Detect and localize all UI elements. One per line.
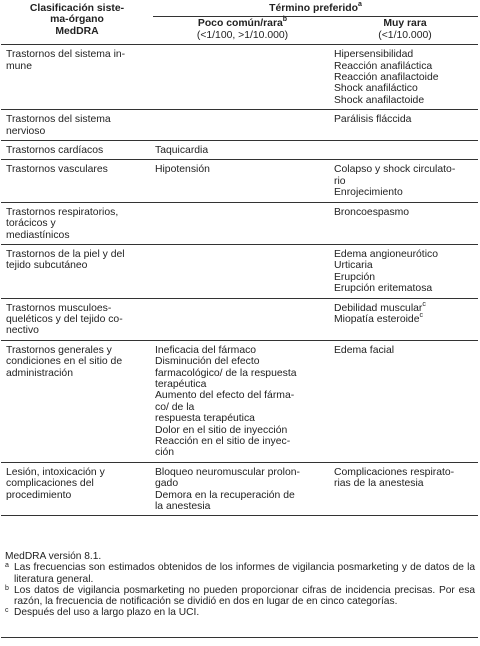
footnote-ref-c: c — [419, 311, 423, 319]
footnote-ref-a: a — [358, 1, 362, 8]
uncommon-cell — [153, 45, 332, 110]
table-row — [1, 340, 478, 462]
cell-line: Enrojecimiento — [334, 187, 403, 199]
very-rare-cell — [332, 462, 478, 516]
cell-line: complicaciones del — [6, 478, 94, 490]
header-uncommon — [153, 17, 332, 45]
header-soc — [1, 2, 153, 45]
cell-line: Trastornos vasculares — [6, 164, 108, 176]
header-soc-line: MedDRA — [55, 25, 99, 37]
very-rare-cell — [332, 244, 478, 298]
cell-line: Trastornos generales y — [6, 344, 112, 356]
very-rare-cell — [332, 160, 478, 202]
cell-line: Aumento del efecto del fárma- — [155, 390, 295, 402]
header-term-text: Término preferido — [269, 3, 359, 14]
very-rare-cell — [332, 202, 478, 244]
cell-line: Debilidad muscular$^c$ — [334, 300, 426, 314]
cell-line: ción — [155, 447, 175, 459]
cell-line: rias de la anestesia — [334, 478, 424, 490]
cell-line: Ineficacia del fármaco — [155, 344, 257, 356]
very-rare-cell — [332, 340, 478, 462]
very-rare-cell — [332, 298, 478, 340]
uncommon-cell — [153, 462, 332, 516]
footnotes — [5, 551, 475, 619]
header-very-rare-title: Muy rara — [383, 18, 427, 30]
very-rare-cell — [332, 141, 478, 160]
table-row — [1, 462, 478, 516]
cell-line: Trastornos cardíacos — [6, 145, 104, 157]
cell-line: torácicos y — [6, 218, 56, 230]
cell-line: Complicaciones respirato- — [334, 466, 455, 478]
cell-line: Trastornos musculoes- — [6, 302, 112, 314]
table-row — [1, 244, 478, 298]
soc-cell — [1, 141, 153, 160]
cell-line: administración — [6, 367, 73, 379]
very-rare-cell — [332, 110, 478, 141]
cell-line: Demora en la recuperación de — [155, 489, 295, 501]
soc-cell — [1, 110, 153, 141]
footnote-mark: c — [5, 607, 9, 615]
header-very-rare-range: (<1/10.000) — [378, 29, 432, 41]
cell-line: Miopatía esteroide$^c$ — [334, 311, 423, 325]
table-row — [1, 202, 478, 244]
header-uncommon-range: (<1/100, >1/10.000) — [196, 29, 289, 41]
uncommon-cell — [153, 298, 332, 340]
footnote-ref-c: c — [422, 300, 426, 308]
cell-line: tejido subcutáneo — [6, 260, 88, 272]
footnote-mark: b — [5, 584, 9, 592]
meddra-version: MedDRA versión 8.1. — [5, 551, 102, 562]
soc-cell — [1, 160, 153, 202]
cell-line: Reacción anafiláctica — [334, 60, 433, 72]
cell-line: nectivo — [6, 325, 39, 337]
cell-line: Reacción en el sitio de inyec- — [155, 436, 291, 447]
cell-line: condiciones en el sitio de — [6, 356, 123, 368]
cell-line: gado — [155, 478, 179, 490]
cell-line: Shock anafilactoide — [334, 94, 425, 106]
cell-line: co/ de la — [155, 401, 195, 413]
footnote-list — [5, 562, 475, 618]
cell-line: procedimiento — [6, 489, 72, 501]
cell-line: mune — [6, 60, 32, 72]
uncommon-cell — [153, 110, 332, 141]
cell-line: terapéutica — [155, 378, 207, 390]
footnote-text: Las frecuencias son estimados obtenidos de los informes de vigilancia posmarketing y de datos de la literatura general. — [14, 562, 475, 585]
table-header — [1, 2, 478, 45]
cell-line: Trastornos del sistema — [6, 114, 111, 126]
cell-line: Erupción eritematosa — [334, 283, 433, 295]
cell-line: Edema facial — [334, 344, 395, 356]
table-row — [1, 141, 478, 160]
header-very-rare — [332, 17, 478, 45]
soc-cell — [1, 298, 153, 340]
table-row — [1, 160, 478, 202]
cell-line: Trastornos respiratorios, — [6, 206, 119, 218]
cell-line: Erupción — [334, 271, 376, 283]
cell-line: nervioso — [6, 125, 46, 137]
cell-line: respuesta terapéutica — [155, 413, 255, 425]
cell-line: Shock anafiláctico — [334, 83, 418, 95]
footnote-text: Después del uso a largo plazo en la UCI. — [14, 607, 200, 619]
cell-line: Edema angioneurótico — [334, 248, 438, 260]
footnote-item — [5, 562, 475, 585]
cell-line: Lesión, intoxicación y — [6, 466, 105, 478]
cell-line: farmacológico/ de la respuesta — [155, 367, 297, 379]
cell-line: Hipotensión — [155, 164, 210, 176]
cell-line: rio — [334, 175, 346, 187]
table-row — [1, 45, 478, 110]
cell-line: Trastornos de la piel y del — [6, 248, 125, 260]
cell-line: Bloqueo neuromuscular prolon- — [155, 466, 300, 478]
cell-line: Reacción anafilactoide — [334, 72, 439, 84]
footnote-item — [5, 585, 475, 608]
uncommon-cell — [153, 244, 332, 298]
cell-line: Taquicardia — [155, 145, 209, 157]
table-row — [1, 298, 478, 340]
soc-cell — [1, 244, 153, 298]
footnote-item — [5, 607, 475, 618]
header-preferred-term — [153, 2, 478, 17]
soc-cell — [1, 202, 153, 244]
bottom-divider — [1, 637, 478, 638]
header-soc-line: Clasificación siste- — [29, 3, 125, 14]
cell-line: la anestesia — [155, 501, 211, 513]
cell-line: Broncoespasmo — [334, 206, 410, 218]
cell-line: queléticos y del tejido co- — [6, 313, 123, 325]
cell-line: Disminución del efecto — [155, 356, 260, 368]
cell-line: Parálisis fláccida — [334, 114, 412, 126]
footnote-ref-b: b — [282, 16, 288, 24]
soc-cell — [1, 462, 153, 516]
table-body — [1, 45, 478, 516]
footnote-mark: a — [5, 562, 9, 570]
cell-line: Trastornos del sistema in- — [6, 49, 126, 61]
uncommon-cell — [153, 202, 332, 244]
table-row — [1, 110, 478, 141]
cell-line: Urticaria — [334, 260, 373, 272]
cell-line: Dolor en el sitio de inyección — [155, 424, 288, 436]
very-rare-cell — [332, 45, 478, 110]
footnote-text: Los datos de vigilancia posmarketing no pueden proporcionar cifras de incidencia precisas. Por esa razón, la frecuencia de notificación se dividió en dos en lugar de en cinco categorías. — [14, 584, 475, 608]
cell-line: Colapso y shock circulato- — [334, 164, 456, 176]
header-uncommon-title: Poco común/rara — [197, 18, 283, 30]
header-soc-line: ma-órgano — [50, 14, 104, 26]
soc-cell — [1, 340, 153, 462]
uncommon-cell — [153, 340, 332, 462]
uncommon-cell — [153, 160, 332, 202]
adverse-reactions-table — [1, 2, 478, 516]
uncommon-cell — [153, 141, 332, 160]
cell-line: mediastínicos — [6, 229, 70, 241]
soc-cell — [1, 45, 153, 110]
cell-line: Hipersensibilidad — [334, 49, 414, 61]
